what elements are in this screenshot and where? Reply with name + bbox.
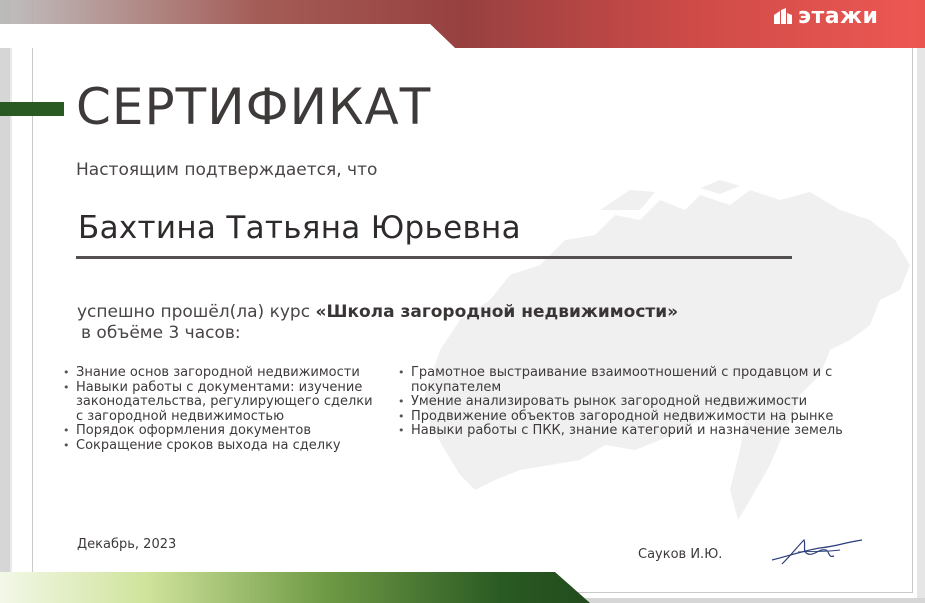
frame-line-left [32, 0, 33, 580]
etazhi-logo [774, 4, 878, 28]
recipient-name: Бахтина Татьяна Юрьевна [78, 210, 521, 246]
issue-date: Декабрь, 2023 [77, 537, 177, 552]
list-item: • Порядок оформления документов [63, 424, 383, 439]
list-item: • Грамотное выстраивание взаимоотношений с продавцом и с покупателем [398, 366, 868, 395]
certificate-subtitle: Настоящим подтверждается, что [76, 160, 378, 180]
course-prefix: успешно прошёл(ла) курс [77, 302, 316, 322]
skills-list-right [398, 366, 868, 439]
course-duration: в объёме 3 часов: [81, 323, 241, 343]
logo-text: этажи [798, 3, 879, 29]
frame-left-edge [0, 0, 10, 603]
frame-left-inner-edge [10, 0, 12, 603]
certificate-title: СЕРТИФИКАТ [76, 78, 432, 136]
list-item: • Сокращение сроков выхода на сделку [63, 439, 383, 454]
skills-list-left [63, 366, 383, 454]
list-item: • Навыки работы с документами: изучение законодательства, регулирующего сделки с загородной недвижимостью [63, 381, 383, 425]
course-line-1 [77, 302, 678, 323]
list-item: • Умение анализировать рынок загородной недвижимости [398, 395, 868, 410]
list-item: • Продвижение объектов загородной недвижимости на рынке [398, 410, 868, 425]
list-item: • Навыки работы с ПКК, знание категорий и назначение земель [398, 424, 868, 439]
signature-image [768, 534, 864, 566]
bottom-banner [0, 572, 600, 603]
list-item: • Знание основ загородной недвижимости [63, 366, 383, 381]
name-underline [76, 256, 792, 259]
signer-name: Сауков И.Ю. [638, 547, 723, 562]
course-description [77, 302, 678, 344]
building-icon [774, 8, 792, 24]
course-name: «Школа загородной недвижимости» [315, 302, 679, 322]
green-accent-bar [0, 102, 64, 116]
